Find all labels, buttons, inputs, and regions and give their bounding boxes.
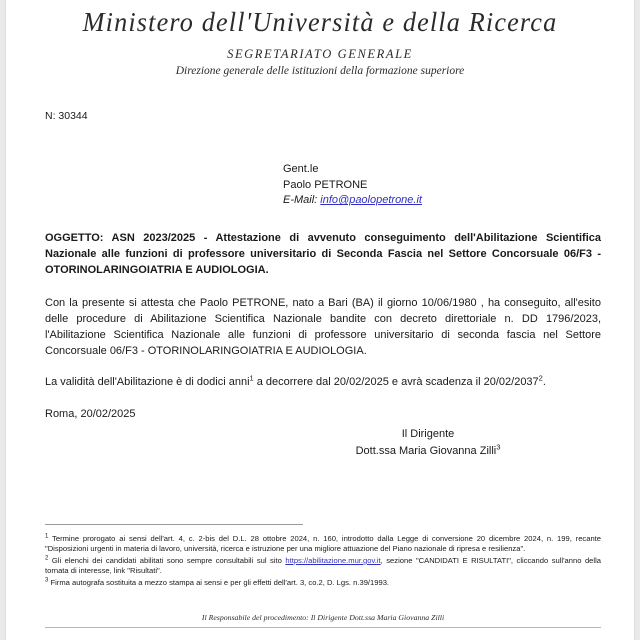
- signer-name: Dott.ssa Maria Giovanna Zilli: [355, 444, 497, 457]
- validity-text-3: .: [542, 376, 546, 389]
- department-title: SEGRETARIATO GENERALE: [227, 46, 413, 61]
- validity-text-2: a decorrere dal 20/02/2025 e avrà scadenza il 20/02/2037: [253, 376, 539, 389]
- validity-text-1: La validità dell'Abilitazione è di dodici anni: [45, 376, 250, 389]
- recipient-email-line: [283, 193, 601, 209]
- footnote-separator: [45, 524, 303, 525]
- responsible-person-text: Il Responsabile del procedimento: Il Dirigente Dott.ssa Maria Giovanna Zilli: [201, 613, 445, 622]
- footnote-3-marker: 3: [45, 577, 49, 584]
- footnote-1-text: Termine prorogato ai sensi dell'art. 4, c. 2-bis del D.L. 28 ottobre 2024, n. 160, introdotto dalla Legge di conversione 20 dicembre 2024, n. 199, recante "Disposizioni urgenti in materia di lavoro, università, ricerca e istruzione per una migliore attuazione del Piano nazionale di ripresa e resilienza".: [45, 534, 601, 554]
- footnote-ref-1[interactable]: 1: [249, 373, 254, 383]
- signer-title: Il Dirigente: [401, 428, 455, 441]
- document-page: [6, 0, 634, 640]
- page-footer: [45, 613, 601, 628]
- recipient-block: [283, 162, 601, 209]
- footnote-3: [45, 578, 601, 588]
- subject-line: OGGETTO: ASN 2023/2025 - Attestazione di avvenuto conseguimento dell'Abilitazione Scientifica Nazionale alle funzioni di professore universitario di Seconda Fascia nel Settore Concorsuale 06/F3 - OTORINOLARINGOIATRIA E AUDIOLOGIA.: [45, 231, 601, 276]
- footnote-2: [45, 556, 601, 577]
- footnote-2-marker: 2: [45, 555, 49, 562]
- letterhead: [6, 0, 634, 77]
- signer-name-line: [255, 443, 601, 460]
- footnote-1: [45, 534, 601, 555]
- footnotes-section: [45, 524, 601, 589]
- signature-block: [255, 426, 601, 459]
- footnote-2-text-after: , sezione "CANDIDATI E RISULTATI", cliccando sull'anno della tornata di interesse, link "Risultati".: [45, 555, 601, 576]
- email-link[interactable]: info@paolopetrone.it: [320, 194, 422, 207]
- place-and-date: Roma, 20/02/2025: [45, 408, 136, 421]
- body-paragraph-1: Con la presente si attesta che Paolo PETRONE, nato a Bari (BA) il giorno 10/06/1980 , ha conseguito, all'esito delle procedure di Abilitazione Scientifica Nazionale bandite con decreto direttoriale n. DD 1796/2023, l'Abilitazione Scientifica Nazionale alle funzioni di professore universitario di seconda fascia nel Settore Concorsuale 06/F3 - OTORINOLARINGOIATRIA E AUDIOLOGIA.: [45, 296, 601, 358]
- footnote-ref-3[interactable]: 3: [496, 442, 501, 452]
- footnote-3-text: Firma autografa sostituita a mezzo stampa ai sensi e per gli effetti dell'art. 3, co.2, D. Lgs. n.39/1993.: [50, 577, 390, 587]
- directorate-title: Direzione generale delle istituzioni della formazione superiore: [175, 64, 465, 77]
- footnote-ref-2[interactable]: 2: [538, 373, 543, 383]
- document-body: [45, 110, 601, 459]
- ministry-title: Ministero dell'Università e della Ricerca: [82, 7, 558, 37]
- footnote-1-marker: 1: [45, 533, 49, 540]
- protocol-number: N: 30344: [45, 110, 88, 122]
- body-paragraph-validity: [45, 374, 601, 390]
- email-label: E-Mail:: [283, 194, 318, 207]
- footnote-2-text-before: Gli elenchi dei candidati abilitati sono sempre consultabili sul sito: [51, 555, 286, 565]
- footer-separator: [45, 627, 601, 628]
- recipient-name: Paolo PETRONE: [283, 178, 368, 191]
- recipient-salutation: Gent.le: [283, 163, 319, 175]
- footnote-2-link[interactable]: https://abilitazione.mur.gov.it: [285, 555, 381, 565]
